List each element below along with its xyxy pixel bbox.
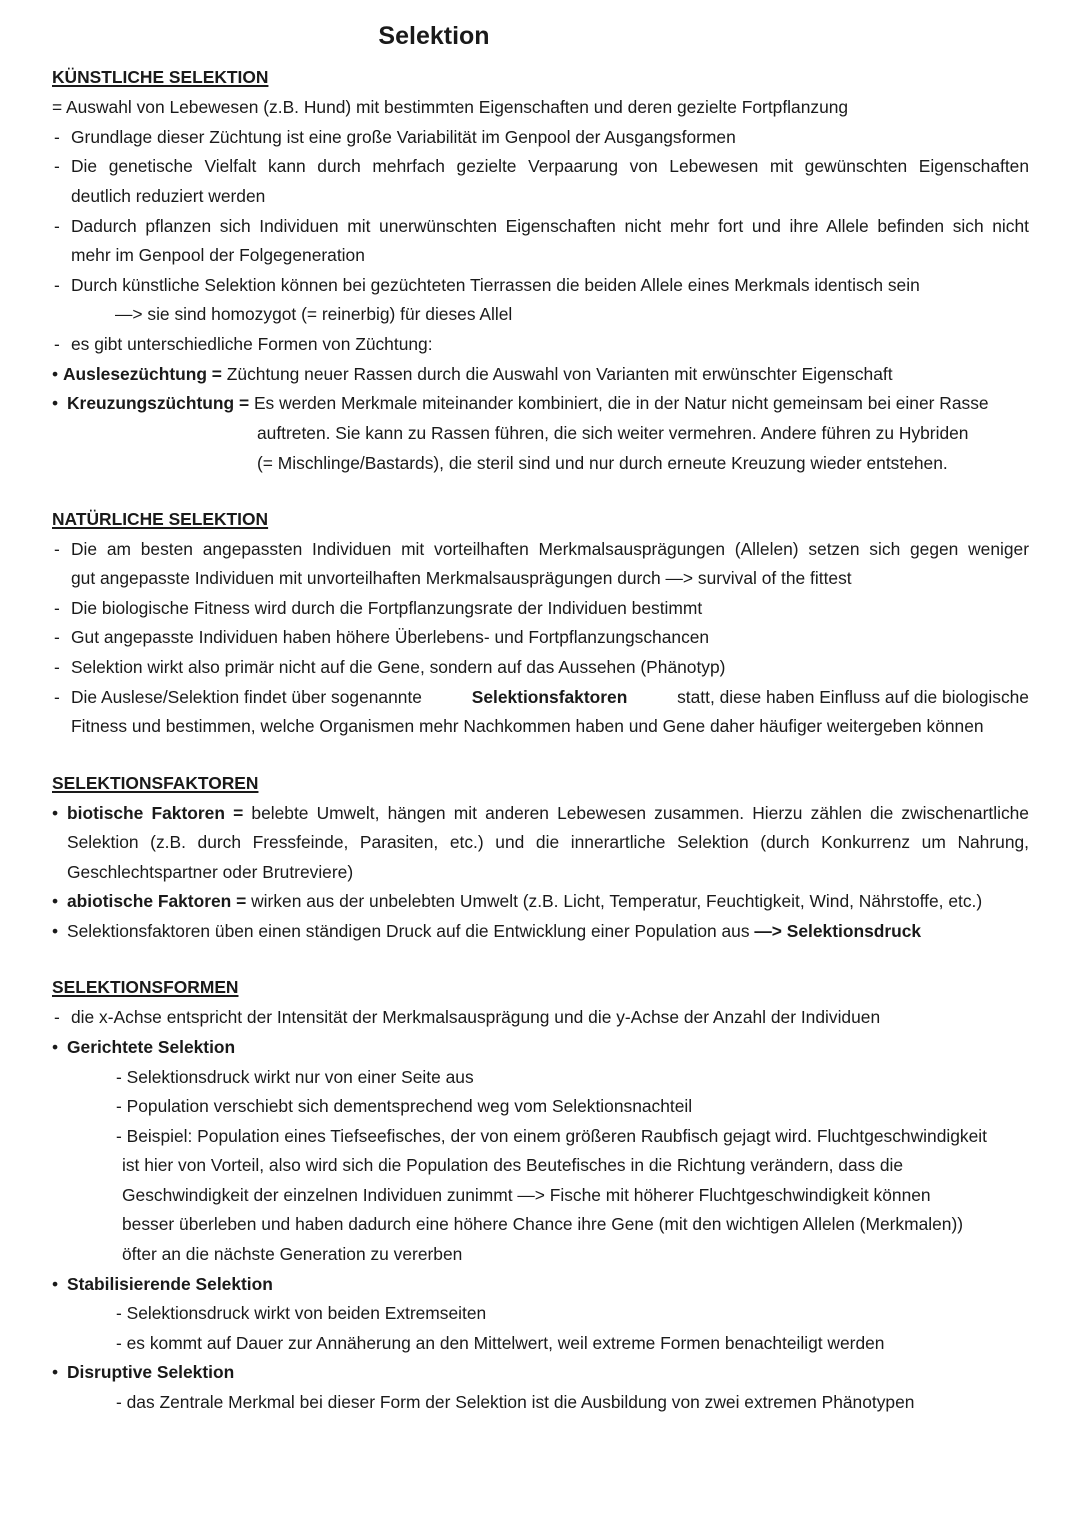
factor-item-druck — [67, 920, 921, 942]
dash-marker: - — [54, 127, 60, 147]
bullet-marker: • — [52, 393, 59, 413]
factor-item-abiotisch — [67, 890, 982, 912]
list-item: Die biologische Fitness wird durch die Fortpflanzungsrate der Individuen bestimmt — [71, 598, 703, 618]
list-item: die x-Achse entspricht der Intensität der Merkmalsausprägung und die y-Achse der Anzahl der Individuen — [71, 1007, 881, 1027]
list-item-continuation: mehr im Genpool der Folgegeneration — [71, 245, 365, 265]
form-detail: - Beispiel: Population eines Tiefseefisches, der von einem größeren Raubfisch gejagt wird. Fluchtgeschwindigkeit — [116, 1126, 987, 1146]
list-item: Die am besten angepassten Individuen mit vorteilhaften Merkmalsausprägungen (Allelen) setzen sich gegen weniger — [71, 539, 1029, 559]
dash-marker: - — [54, 539, 60, 559]
list-item-continuation: deutlich reduziert werden — [71, 186, 266, 206]
text-part: Die Auslese/Selektion findet über sogenannte — [71, 687, 422, 707]
form-detail-continuation: ist hier von Vorteil, also wird sich die Population des Beutefisches in die Richtung verändern, dass die — [122, 1155, 904, 1175]
list-item: Die genetische Vielfalt kann durch mehrfach gezielte Verpaarung von Lebewesen mit gewünschten Eigenschaften — [71, 156, 1029, 176]
bullet-marker: • — [52, 803, 59, 823]
text-part: statt, diese haben Einfluss auf die biologische — [677, 687, 1029, 707]
form-detail: - es kommt auf Dauer zur Annäherung an den Mittelwert, weil extreme Formen benachteiligt werden — [116, 1333, 885, 1353]
dash-marker: - — [54, 687, 60, 707]
form-detail: - Selektionsdruck wirkt nur von einer Seite aus — [116, 1067, 474, 1087]
list-item: Gut angepasste Individuen haben höhere Überlebens- und Fortpflanzungschancen — [71, 627, 710, 647]
list-item: Dadurch pflanzen sich Individuen mit unerwünschten Eigenschaften nicht mehr fort und ihre Allele befinden sich nicht — [71, 216, 1029, 236]
form-detail-continuation: besser überleben und haben dadurch eine höhere Chance ihre Gene (mit den wichtigen Allelen (Merkmalen)) — [122, 1214, 964, 1234]
term-label: Kreuzungszüchtung = — [67, 393, 250, 413]
list-item-selektionsfaktoren — [71, 686, 1029, 708]
term-text: belebte Umwelt, hängen mit anderen Lebewesen zusammen. Hierzu zählen die zwischenartliche — [243, 803, 1029, 823]
list-item-continuation: (= Mischlinge/Bastards), die steril sind und nur durch erneute Kreuzung wieder entstehen. — [257, 453, 948, 473]
section-heading-selektionsformen: SELEKTIONSFORMEN — [52, 977, 239, 997]
list-item: Durch künstliche Selektion können bei gezüchteten Tierrassen die beiden Allele eines Merkmals identisch sein — [71, 275, 920, 295]
bullet-marker: • — [52, 364, 59, 384]
term-label: abiotische Faktoren = — [67, 891, 247, 911]
breeding-item-auslese — [63, 363, 893, 385]
form-detail-continuation: Geschwindigkeit der einzelnen Individuen zunimmt —> Fische mit höherer Fluchtgeschwindigkeit können — [122, 1185, 931, 1205]
list-item-continuation: gut angepasste Individuen mit unvorteilhaften Merkmalsausprägungen durch —> survival of the fittest — [71, 568, 852, 588]
bold-term: Selektionsfaktoren — [471, 687, 628, 707]
form-heading-gerichtet: Gerichtete Selektion — [67, 1037, 236, 1057]
text-part: Selektionsfaktoren üben einen ständigen Druck auf die Entwicklung einer Population aus — [67, 921, 755, 941]
factor-item-biotisch — [67, 802, 1029, 824]
list-item-continuation: Fitness und bestimmen, welche Organismen mehr Nachkommen haben und Gene daher häufiger weitergeben können — [71, 716, 984, 736]
list-item-continuation: Selektion (z.B. durch Fressfeinde, Parasiten, etc.) und die innerartliche Selektion (durch Konkurrenz um Nahrung, — [67, 832, 1029, 852]
bullet-marker: • — [52, 1274, 59, 1294]
section-heading-natuerliche-selektion: NATÜRLICHE SELEKTION — [52, 509, 269, 529]
list-item-continuation: Geschlechtspartner oder Brutreviere) — [67, 862, 354, 882]
dash-marker: - — [54, 598, 60, 618]
section-heading-kuenstliche-selektion: KÜNSTLICHE SELEKTION — [52, 67, 269, 87]
breeding-item-kreuzung — [67, 392, 989, 414]
form-detail: - Selektionsdruck wirkt von beiden Extremseiten — [116, 1303, 487, 1323]
bullet-marker: • — [52, 1037, 59, 1057]
list-item: Selektion wirkt also primär nicht auf die Gene, sondern auf das Aussehen (Phänotyp) — [71, 657, 726, 677]
term-text: wirken aus der unbelebten Umwelt (z.B. Licht, Temperatur, Feuchtigkeit, Wind, Nährstoffe, etc.) — [246, 891, 983, 911]
bold-term: —> Selektionsdruck — [754, 921, 922, 941]
term-text: Es werden Merkmale miteinander kombiniert, die in der Natur nicht gemeinsam bei einer Rasse — [249, 393, 989, 413]
list-item: Grundlage dieser Züchtung ist eine große Variabilität im Genpool der Ausgangsformen — [71, 127, 736, 147]
list-item-continuation: auftreten. Sie kann zu Rassen führen, die sich weiter vermehren. Andere führen zu Hybriden — [257, 423, 969, 443]
dash-marker: - — [54, 275, 60, 295]
dash-marker: - — [54, 1007, 60, 1027]
term-label: biotische Faktoren = — [67, 803, 244, 823]
dash-marker: - — [54, 627, 60, 647]
form-detail: - das Zentrale Merkmal bei dieser Form der Selektion ist die Ausbildung von zwei extremen Phänotypen — [116, 1392, 915, 1412]
form-heading-stabilisierend: Stabilisierende Selektion — [67, 1274, 273, 1294]
list-item-arrow-note: —> sie sind homozygot (= reinerbig) für dieses Allel — [115, 304, 513, 324]
page-title: Selektion — [378, 22, 490, 50]
dash-marker: - — [54, 334, 60, 354]
bullet-marker: • — [52, 921, 59, 941]
bullet-marker: • — [52, 891, 59, 911]
term-text: Züchtung neuer Rassen durch die Auswahl von Varianten mit erwünschter Eigenschaft — [221, 364, 893, 384]
form-detail: - Population verschiebt sich dementsprechend weg vom Selektionsnachteil — [116, 1096, 693, 1116]
bullet-marker: • — [52, 1362, 59, 1382]
list-item: es gibt unterschiedliche Formen von Züchtung: — [71, 334, 433, 354]
section-heading-selektionsfaktoren: SELEKTIONSFAKTOREN — [52, 773, 259, 793]
definition-text: = Auswahl von Lebewesen (z.B. Hund) mit bestimmten Eigenschaften und deren gezielte Fortpflanzung — [52, 97, 849, 117]
dash-marker: - — [54, 657, 60, 677]
term-label: Auslesezüchtung = — [63, 364, 222, 384]
dash-marker: - — [54, 216, 60, 236]
form-detail-continuation: öfter an die nächste Generation zu vererben — [122, 1244, 463, 1264]
dash-marker: - — [54, 156, 60, 176]
form-heading-disruptiv: Disruptive Selektion — [67, 1362, 235, 1382]
